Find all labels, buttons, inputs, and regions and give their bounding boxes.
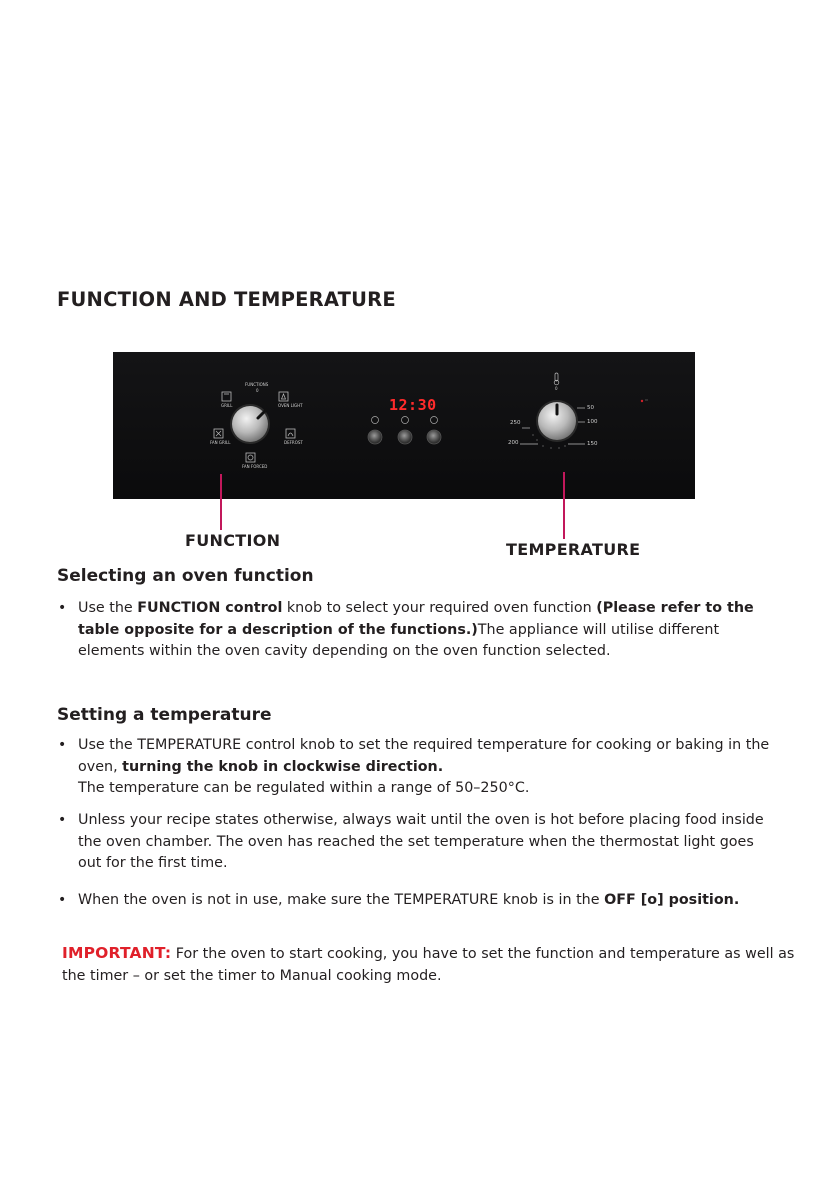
section-title-oven-function: Selecting an oven function — [57, 566, 314, 586]
temp-250-label: 250 — [510, 420, 521, 426]
bullet-off-position — [78, 890, 778, 912]
defrost-icon — [286, 429, 295, 438]
timer-clock-button — [398, 430, 412, 444]
bullet-bold-text: (Please refer to the table opposite for a description of the functions.) — [78, 600, 754, 638]
oven-light-icon — [279, 392, 288, 401]
temp-50-label: 50 — [587, 405, 594, 411]
thermostat-indicator-light — [641, 400, 643, 402]
timer-plus-button — [427, 430, 441, 444]
timer-display: 12:30 — [389, 396, 437, 414]
temperature-callout-label: TEMPERATURE — [506, 540, 641, 559]
control-panel-graphic — [113, 352, 695, 499]
temp-200-label: 200 — [508, 440, 519, 446]
timer-button-icons — [372, 417, 438, 424]
thermometer-icon — [554, 373, 559, 385]
grill-label: GRILL — [221, 403, 233, 408]
important-note — [62, 943, 802, 987]
temperature-knob — [536, 400, 578, 442]
function-knob — [230, 404, 270, 444]
important-label: IMPORTANT: — [62, 944, 172, 962]
bullet-text: The appliance will utilise different elements within the oven cavity depending on the oven function selected. — [78, 621, 720, 659]
function-callout-line — [220, 474, 222, 530]
oven-light-label: OVEN LIGHT — [278, 403, 303, 408]
bullet-preheat: • Unless your recipe states otherwise, always wait until the oven is hot before placing food inside the oven chamber. The oven has reached the set temperature when the thermostat light goes out for the first time. — [78, 810, 778, 875]
bullet-function-control — [78, 598, 778, 663]
temperature-callout-line — [563, 472, 565, 539]
fan-forced-icon — [246, 453, 255, 462]
bullet-bold-text: OFF [o] position. — [604, 892, 740, 908]
bullet-text: Use the TEMPERATURE control knob to set the required temperature for cooking or baking in the oven, — [78, 737, 770, 775]
functions-off-mark: 0 — [256, 388, 259, 393]
bullet-text: knob to select your required oven function — [282, 600, 597, 616]
important-text: For the oven to start cooking, you have to set the function and temperature as well as the timer – or set the timer to Manual cooking mode. — [62, 946, 795, 984]
temp-100-label: 100 — [587, 419, 598, 425]
section-title-temperature: Setting a temperature — [57, 705, 272, 725]
bullet-text: The temperature can be regulated within a range of 50–250°C. — [78, 780, 530, 796]
function-callout-label: FUNCTION — [185, 531, 281, 550]
bullet-bold-text: turning the knob in clockwise direction. — [122, 758, 444, 775]
fan-grill-label: FAN GRILL — [210, 440, 231, 445]
bullet-text: Use the — [78, 600, 138, 616]
bullet-bold-text: FUNCTION control — [137, 600, 283, 616]
defrost-label: DEFROST — [284, 440, 303, 445]
bullet-temperature-knob — [78, 735, 778, 800]
section-heading: FUNCTION AND TEMPERATURE — [57, 288, 396, 311]
fan-forced-label: FAN FORCED — [242, 464, 268, 469]
temp-150-label: 150 — [587, 441, 598, 447]
bullet-text: When the oven is not in use, make sure the TEMPERATURE knob is in the — [78, 892, 605, 908]
temp-off-mark: 0 — [555, 386, 558, 391]
functions-label: FUNCTIONS — [245, 382, 269, 387]
timer-minus-button — [368, 430, 382, 444]
fan-grill-icon — [214, 429, 223, 438]
oven-control-panel-image — [113, 352, 695, 499]
grill-icon — [222, 392, 231, 401]
